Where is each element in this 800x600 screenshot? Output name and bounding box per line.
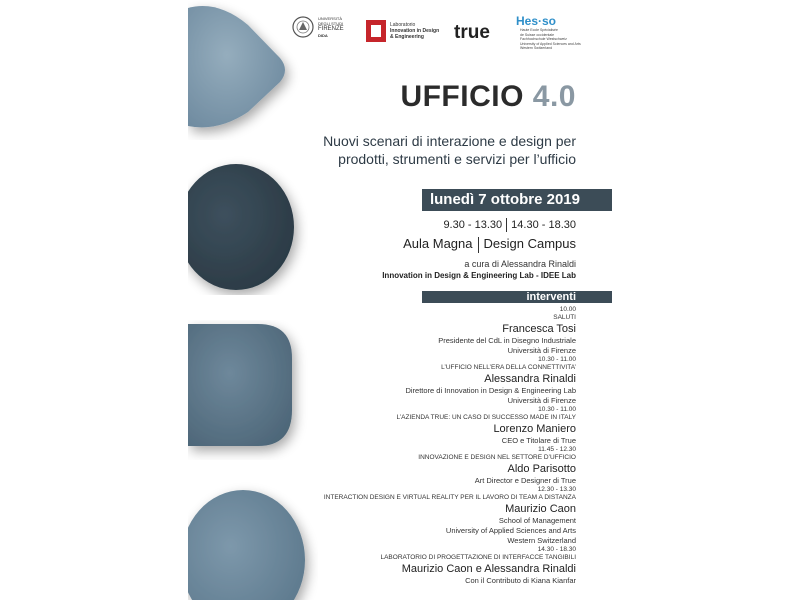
program-item (296, 306, 576, 356)
unifi-line3: FIRENZE (318, 26, 344, 32)
time-afternoon: 14.30 - 18.30 (511, 218, 576, 231)
hes-so-logo (516, 14, 586, 51)
title-part2: 4.0 (532, 80, 576, 113)
subtitle-line2: prodotti, strumenti e servizi per l’ufficio (338, 151, 576, 167)
program-topic: L’AZIENDA TRUE: UN CASO DI SUCCESSO MADE IN ITALY (396, 414, 576, 421)
program-time: 14.30 - 18.30 (537, 546, 576, 553)
venue-place2: Design Campus (483, 236, 576, 251)
program-topic: INTERACTION DESIGN E VIRTUAL REALITY PER IL LAVORO DI TEAM A DISTANZA (323, 494, 576, 501)
program-topic: INNOVAZIONE E DESIGN NEL SETTORE D’UFFICIO (418, 454, 576, 461)
speaker-name: Aldo Parisotto (507, 463, 576, 475)
curated-by: a cura di Alessandra Rinaldi (464, 259, 576, 269)
program-time: 10.00 (559, 306, 576, 313)
speaker-role: School of Management (498, 516, 576, 525)
idee-line2: Innovation in Design (390, 28, 440, 34)
program-topic: SALUTI (553, 314, 576, 321)
interventi-banner: interventi (422, 291, 612, 303)
program-topic: LABORATORIO DI PROGETTAZIONE DI INTERFACCE TANGIBILI (380, 554, 576, 561)
time-slots (443, 218, 576, 232)
program-item (296, 406, 576, 446)
program-list (296, 306, 576, 586)
poster (188, 0, 612, 600)
time-morning: 9.30 - 13.30 (443, 218, 503, 231)
hes-line3: Fachhochschule Westschweiz (520, 37, 567, 41)
shape-dark-circle (188, 155, 308, 295)
logos-row (288, 14, 608, 54)
lab-name: Innovation in Design & Engineering Lab - IDEE Lab (382, 271, 576, 280)
program-time: 11.45 - 12.30 (538, 446, 576, 453)
speaker-role: University of Applied Sciences and Arts (445, 526, 576, 535)
hes-so-wordmark: Hes·so (516, 14, 557, 28)
speaker-name: Alessandra Rinaldi (484, 373, 576, 385)
program-item (296, 486, 576, 546)
idee-line1: Laboratorio (390, 22, 416, 28)
unifi-line1: UNIVERSITÀ (318, 16, 343, 21)
unifi-line2: DEGLI STUDI (318, 21, 344, 26)
speaker-role: Università di Firenze (507, 396, 576, 405)
speaker-role: Art Director e Designer di True (474, 476, 576, 485)
speaker-role: Direttore di Innovation in Design & Engineering Lab (405, 386, 576, 395)
speaker-role: Università di Firenze (507, 346, 576, 355)
hes-line1: Haute Ecole Spécialisée (520, 28, 558, 32)
speaker-name: Francesca Tosi (502, 323, 576, 335)
speaker-role: Con il Contributo di Kiana Kianfar (465, 576, 576, 585)
program-time: 10.30 - 11.00 (538, 356, 576, 363)
speaker-name: Lorenzo Maniero (493, 423, 576, 435)
program-topic: L’UFFICIO NELL’ERA DELLA CONNETTIVITA’ (441, 364, 576, 371)
speaker-role: Western Switzerland (507, 536, 576, 545)
page-title (400, 80, 576, 114)
hes-line2: de Suisse occidentale (520, 32, 555, 37)
program-item (296, 356, 576, 406)
date-banner: lunedì 7 ottobre 2019 (422, 189, 612, 211)
true-logo: true (454, 22, 490, 43)
venue (403, 236, 576, 253)
hes-line4: University of Applied Sciences and Arts (520, 41, 581, 46)
subtitle (316, 132, 576, 168)
unifi-seal-icon (292, 14, 314, 40)
program-item (296, 546, 576, 586)
program-time: 12.30 - 13.30 (537, 486, 576, 493)
program-time: 10.30 - 11.00 (538, 406, 576, 413)
subtitle-line1: Nuovi scenari di interazione e design per (323, 133, 576, 149)
speaker-name: Maurizio Caon (505, 503, 576, 515)
time-separator (506, 218, 507, 232)
speaker-role: CEO e Titolare di True (501, 436, 576, 445)
program-item (296, 446, 576, 486)
venue-place1: Aula Magna (403, 236, 473, 251)
hes-line5: Western Switzerland (520, 46, 553, 50)
speaker-name: Maurizio Caon e Alessandra Rinaldi (401, 563, 576, 575)
venue-separator (478, 237, 479, 253)
unifi-line4: DIDA (318, 33, 328, 38)
idee-line3: & Engineering (390, 34, 424, 40)
speaker-role: Presidente del CdL in Disegno Industriale (438, 336, 576, 345)
shape-rounded-square (188, 320, 308, 460)
title-part1: UFFICIO (400, 80, 524, 113)
